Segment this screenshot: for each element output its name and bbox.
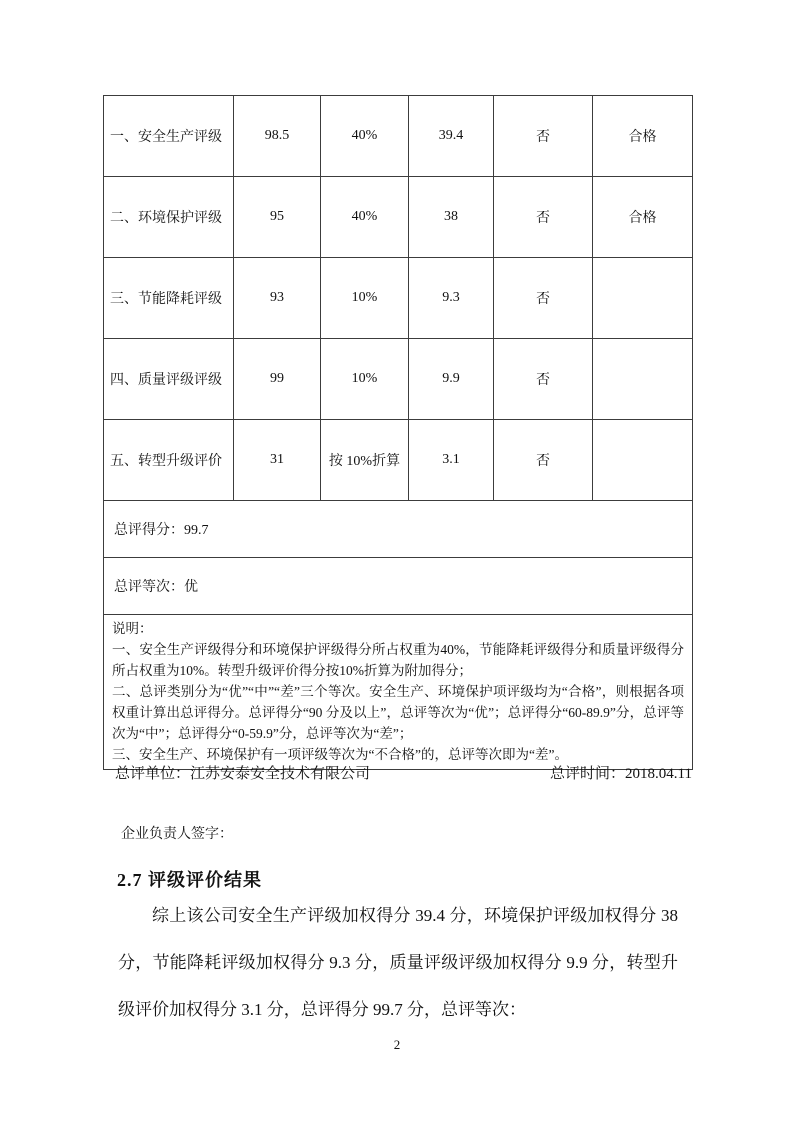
cell-item: 四、质量评级评级	[104, 339, 234, 420]
note-item: 一、安全生产评级得分和环境保护评级得分所占权重为40%，节能降耗评级得分和质量评级得分所占权重为10%。转型升级评价得分按10%折算为附加得分；	[112, 642, 684, 678]
cell-veto: 否	[494, 258, 593, 339]
table-row	[104, 96, 693, 177]
cell-veto: 否	[494, 420, 593, 501]
cell-grade	[593, 420, 693, 501]
cell-score: 95	[234, 177, 321, 258]
cell-score: 99	[234, 339, 321, 420]
total-score-value: 99.7	[184, 523, 209, 538]
cell-weighted-score: 3.1	[409, 420, 494, 501]
assessment-time: 总评时间：2018.04.11	[550, 766, 692, 782]
signature-label: 企业负责人签字：	[121, 827, 233, 842]
cell-score: 31	[234, 420, 321, 501]
cell-item: 三、节能降耗评级	[104, 258, 234, 339]
page-number: 2	[393, 1037, 401, 1052]
cell-weight: 10%	[321, 258, 409, 339]
cell-grade: 合格	[593, 177, 693, 258]
cell-veto: 否	[494, 177, 593, 258]
total-grade-row	[104, 558, 693, 615]
evaluation-table	[103, 95, 693, 770]
notes-row	[104, 615, 693, 770]
note-item: 三、安全生产、环境保护有一项评级等次为“不合格”的，总评等次即为“差”。	[112, 747, 568, 762]
cell-score: 98.5	[234, 96, 321, 177]
note-item: 二、总评类别分为“优”“中”“差”三个等次。安全生产、环境保护项评级均为“合格”，则根据各项权重计算出总评得分。总评得分“90 分及以上”，总评等次为“优”；总评得分“60-89.9”分，总评等次为“中”；总评得分“0-59.9”分，总评等次为“差”；	[112, 684, 684, 741]
cell-score: 93	[234, 258, 321, 339]
cell-weighted-score: 39.4	[409, 96, 494, 177]
total-score-cell	[104, 501, 693, 558]
table-row	[104, 177, 693, 258]
cell-weighted-score: 38	[409, 177, 494, 258]
cell-weighted-score: 9.3	[409, 258, 494, 339]
notes-cell	[104, 615, 693, 770]
assessment-footer	[103, 762, 692, 783]
total-grade-cell	[104, 558, 693, 615]
total-score-row	[104, 501, 693, 558]
cell-grade	[593, 258, 693, 339]
cell-veto: 否	[494, 96, 593, 177]
cell-weight: 10%	[321, 339, 409, 420]
cell-item: 二、环境保护评级	[104, 177, 234, 258]
cell-veto: 否	[494, 339, 593, 420]
cell-weight: 40%	[321, 96, 409, 177]
section-heading: 2.7 评级评价结果	[117, 870, 262, 890]
assessor-unit: 总评单位：江苏安泰安全技术有限公司	[115, 766, 371, 782]
notes-title: 说明：	[112, 621, 153, 636]
cell-grade: 合格	[593, 96, 693, 177]
cell-weight: 按 10%折算	[321, 420, 409, 501]
cell-item: 五、转型升级评价	[104, 420, 234, 501]
section-paragraph: 综上该公司安全生产评级加权得分 39.4 分，环境保护评级加权得分 38 分，节能降耗评级加权得分 9.3 分，质量评级评级加权得分 9.9 分，转型升级评价加权得分 3.1 分，总评得分 99.7 分，总评等次：	[118, 906, 678, 1019]
total-score-label: 总评得分：	[114, 523, 184, 538]
total-grade-label: 总评等次：	[114, 580, 184, 595]
cell-item: 一、安全生产评级	[104, 96, 234, 177]
cell-weighted-score: 9.9	[409, 339, 494, 420]
table-row	[104, 420, 693, 501]
table-row	[104, 339, 693, 420]
total-grade-value: 优	[184, 580, 198, 595]
table-row	[104, 258, 693, 339]
cell-grade	[593, 339, 693, 420]
cell-weight: 40%	[321, 177, 409, 258]
